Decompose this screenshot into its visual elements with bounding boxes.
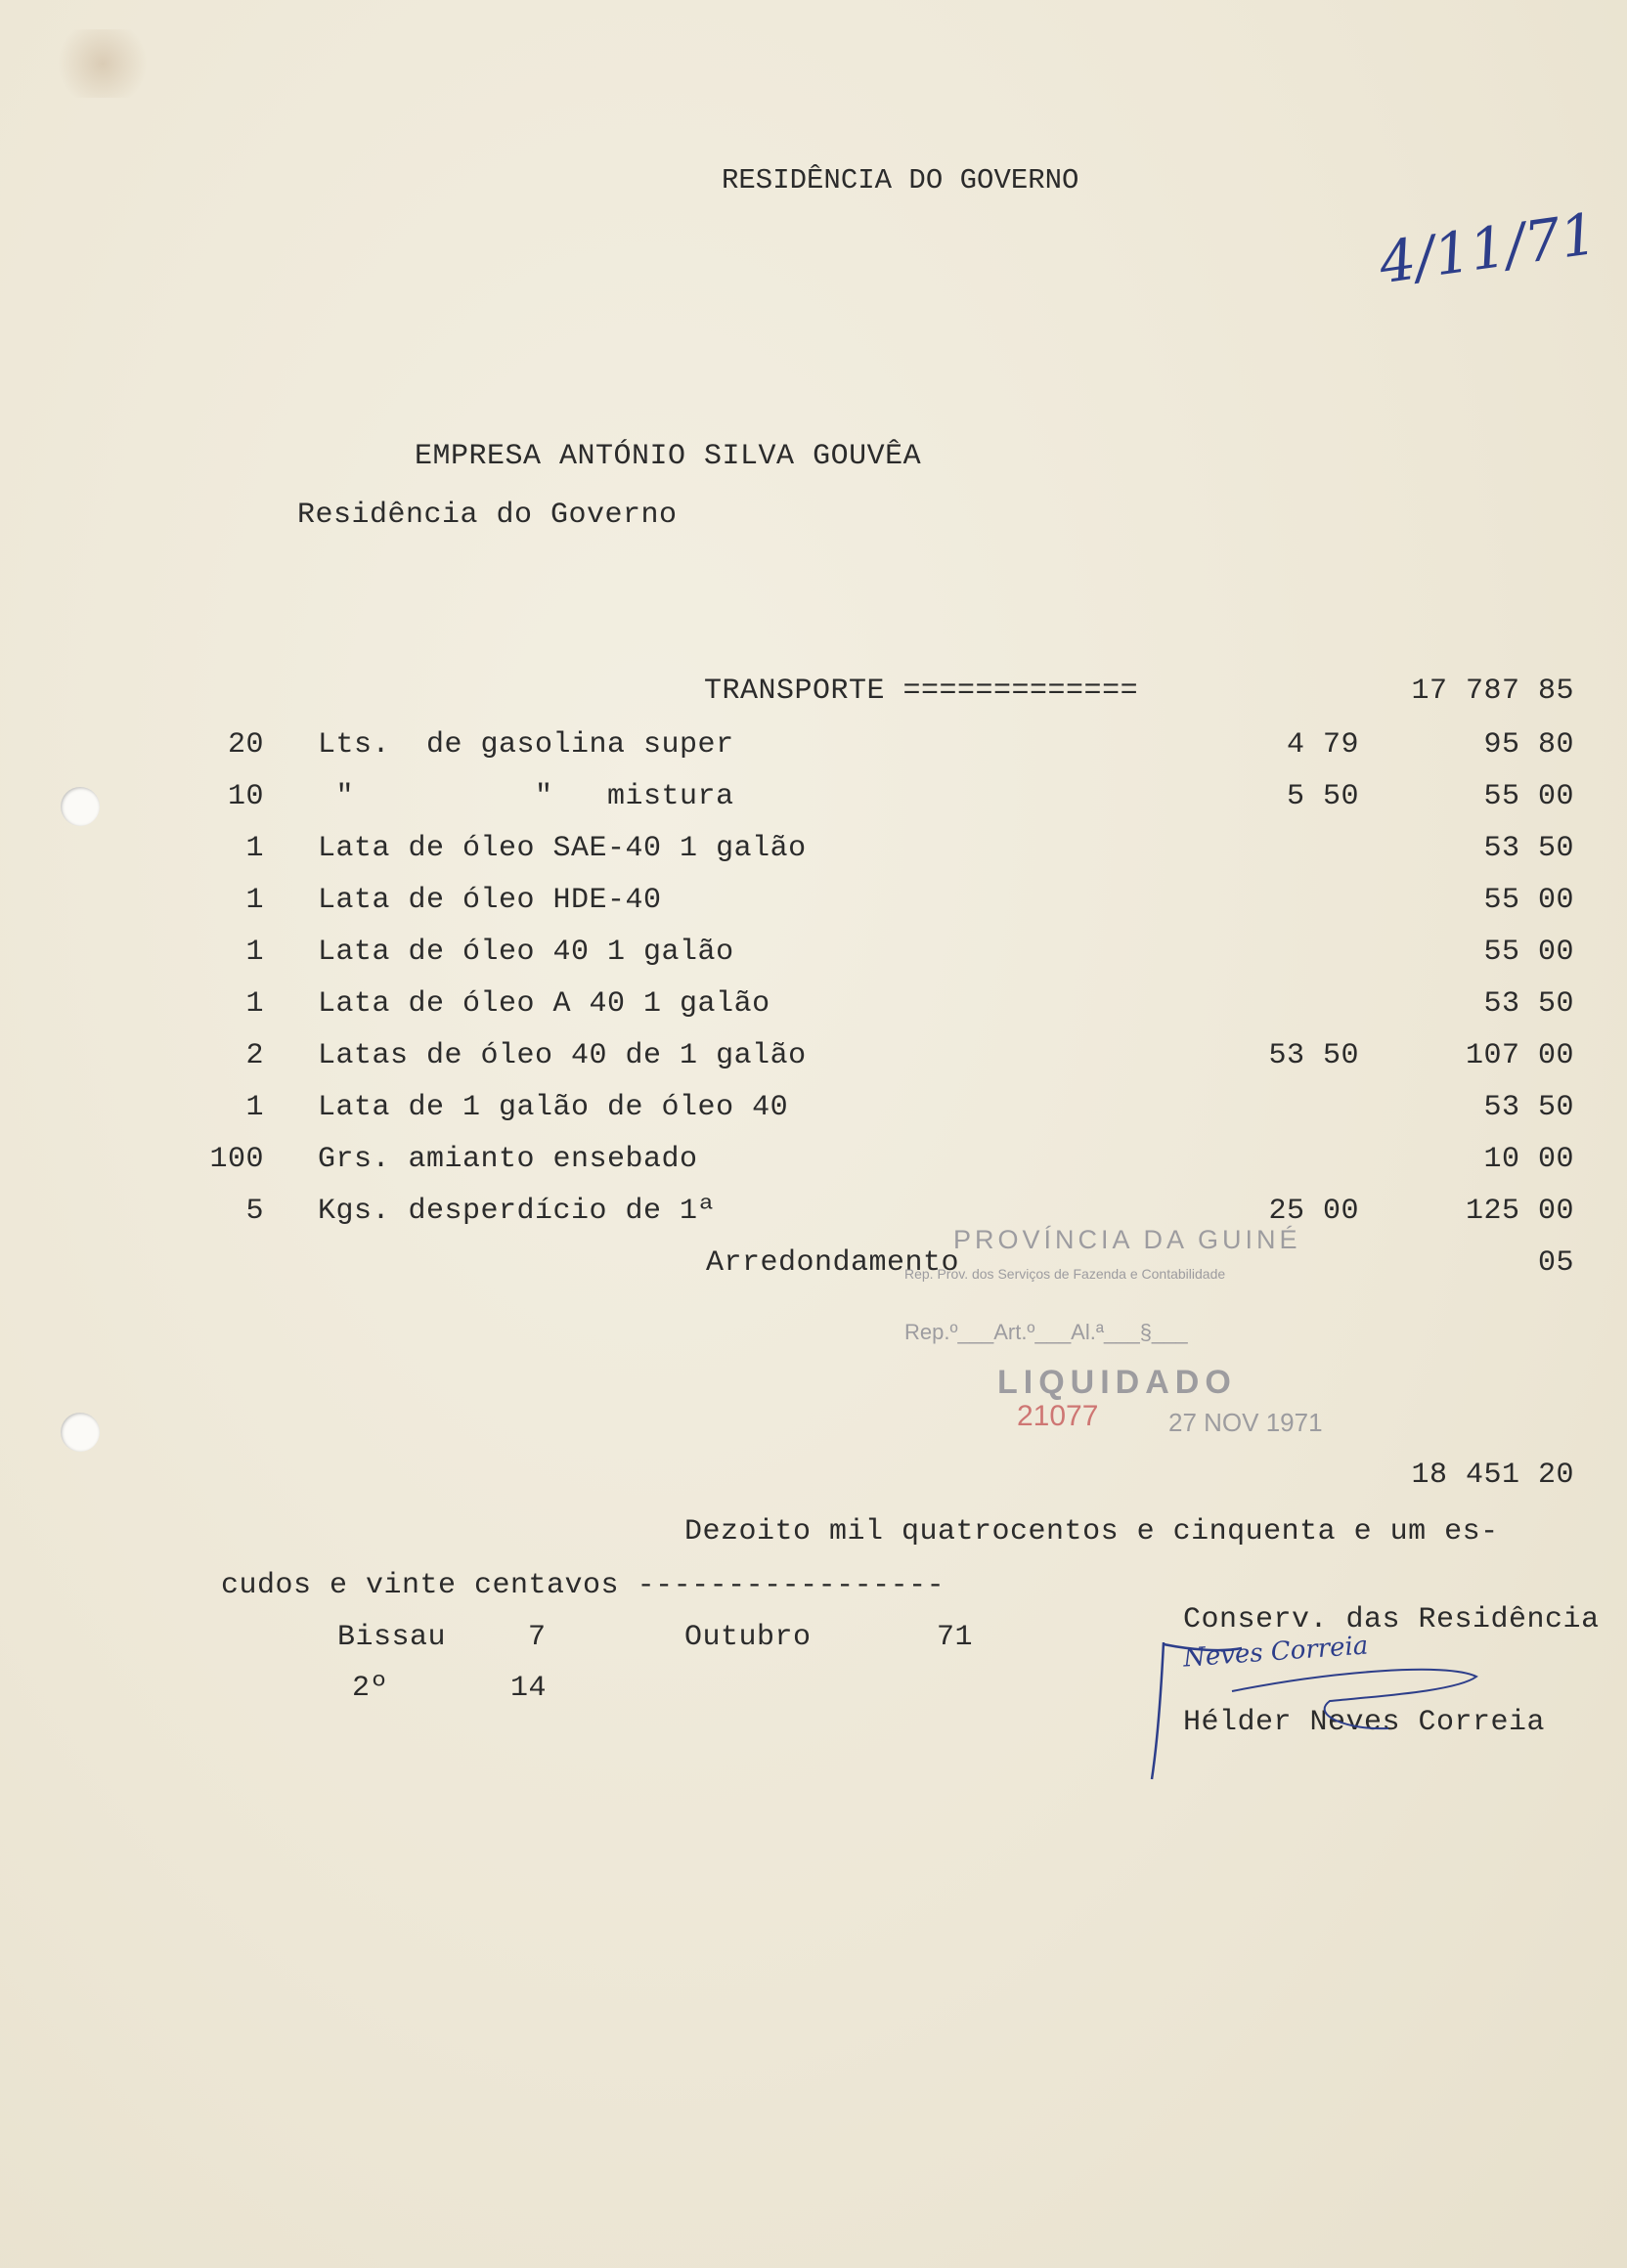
stamp-department: Rep. Prov. dos Serviços de Fazenda e Contabilidade (904, 1266, 1226, 1282)
place-city: Bissau (337, 1621, 447, 1654)
signature-scrawl: Neves Correia (1182, 1631, 1370, 1674)
item-unit-price: 4 79 (1286, 728, 1359, 762)
place-month: Outubro (684, 1621, 812, 1654)
item-desc: Lata de óleo SAE-40 1 galão (318, 832, 807, 865)
item-total: 10 00 (1483, 1143, 1574, 1176)
stamp-fields: Rep.º___Art.º___Al.ª___§___ (904, 1320, 1188, 1344)
item-total: 125 00 (1465, 1195, 1574, 1228)
item-desc: Latas de óleo 40 de 1 galão (318, 1039, 807, 1072)
item-desc: Lata de óleo HDE-40 (318, 884, 662, 917)
amount-words-line1: Dezoito mil quatrocentos e cinquenta e um es- (684, 1515, 1499, 1548)
rounding-total: 05 (1537, 1246, 1574, 1280)
item-qty: 10 (227, 780, 264, 813)
item-qty: 1 (245, 936, 264, 969)
header-title: RESIDÊNCIA DO GOVERNO (722, 164, 1079, 196)
company-sub: Residência do Governo (297, 499, 678, 532)
item-desc: Kgs. desperdício de 1ª (318, 1195, 717, 1228)
rounding-label: Arredondamento (706, 1246, 960, 1280)
signature-name: Hélder Neves Correia (1183, 1706, 1546, 1739)
item-qty: 1 (245, 987, 264, 1021)
handwritten-date: 4/11/71 (1375, 199, 1602, 297)
ref-a: 2º (352, 1672, 389, 1705)
item-total: 55 00 (1483, 936, 1574, 969)
item-desc: Lata de óleo 40 1 galão (318, 936, 734, 969)
place-year: 71 (937, 1621, 974, 1654)
item-qty: 1 (245, 884, 264, 917)
signature-stroke (1134, 1623, 1525, 1789)
stamp-liquidado: LIQUIDADO (997, 1364, 1237, 1401)
item-unit-price: 25 00 (1268, 1195, 1359, 1228)
item-unit-price: 53 50 (1268, 1039, 1359, 1072)
grand-total: 18 451 20 (1411, 1459, 1574, 1492)
transport-total: 17 787 85 (1411, 675, 1574, 708)
item-desc: Lata de 1 galão de óleo 40 (318, 1091, 789, 1124)
paper-stain (49, 29, 156, 98)
item-desc: Lata de óleo A 40 1 galão (318, 987, 770, 1021)
item-total: 55 00 (1483, 884, 1574, 917)
item-desc: Lts. de gasolina super (318, 728, 734, 762)
ref-b: 14 (510, 1672, 548, 1705)
item-total: 107 00 (1465, 1039, 1574, 1072)
item-total: 55 00 (1483, 780, 1574, 813)
item-qty: 5 (245, 1195, 264, 1228)
transport-label: TRANSPORTE ============= (704, 675, 1139, 708)
item-total: 53 50 (1483, 832, 1574, 865)
item-qty: 1 (245, 1091, 264, 1124)
stamp-province: PROVÍNCIA DA GUINÉ (953, 1225, 1301, 1254)
amount-words-line2: cudos e vinte centavos ----------------- (221, 1569, 945, 1602)
item-desc: " " mistura (318, 780, 734, 813)
item-total: 95 80 (1483, 728, 1574, 762)
signature-role: Conserv. das Residência (1183, 1603, 1600, 1636)
stamp-date: 27 NOV 1971 (1168, 1408, 1323, 1437)
item-qty: 1 (245, 832, 264, 865)
item-qty: 2 (245, 1039, 264, 1072)
punch-hole (61, 787, 100, 826)
item-total: 53 50 (1483, 1091, 1574, 1124)
item-desc: Grs. amianto ensebado (318, 1143, 698, 1176)
place-day: 7 (528, 1621, 547, 1654)
punch-hole (61, 1413, 100, 1452)
item-total: 53 50 (1483, 987, 1574, 1021)
company-name: EMPRESA ANTÓNIO SILVA GOUVÊA (415, 440, 922, 473)
item-qty: 100 (209, 1143, 264, 1176)
stamp-number: 21077 (1017, 1400, 1099, 1432)
item-qty: 20 (227, 728, 264, 762)
item-unit-price: 5 50 (1286, 780, 1359, 813)
